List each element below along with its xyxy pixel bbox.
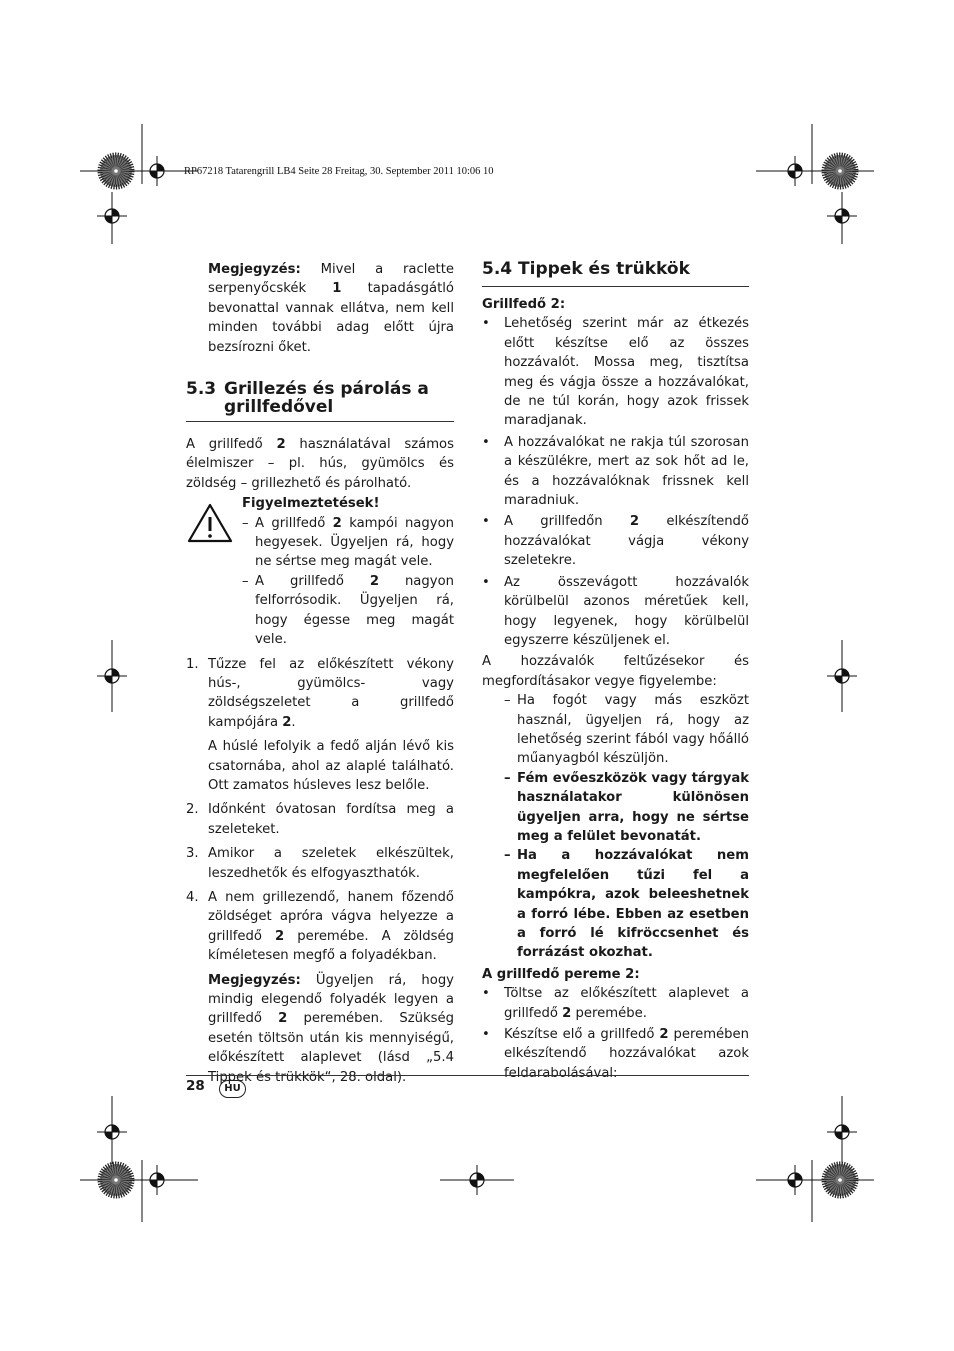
dash-item-bold: – Fém evőeszközök vagy tárgyak használatakor különösen ügyeljen arra, hogy ne sértse meg a felület bevonatát. xyxy=(504,770,749,844)
bullet-item: • Lehetőség szerint már az étkezés előtt készítse elő az összes hozzávalót. Mossa meg, tisztítsa meg és vágja össze a hozzávalókat, de ne túl korán, hogy azok frissek maradjanak. xyxy=(482,316,749,429)
bullet-item: • A grillfedőn 2 elkészítendő hozzávalókat vágja vékony szeletekre. xyxy=(482,514,749,569)
left-column xyxy=(186,260,454,1087)
dash-item-bold: – Ha a hozzávalókat nem megfelelően tűzi fel a kampókra, azok beleeshetnek a forró lébe. Ebben az esetben a forró lé kifröccsenhet és forrázást okozhat. xyxy=(504,848,749,961)
note-raclette: Megjegyzés: Mivel a raclette serpenyőcskék 1 tapadásgátló bevonattal vannak ellátva, nem kell minden további adag előtt újra bezsírozni őket. xyxy=(208,262,454,355)
step-item: 3. Amikor a szeletek elkészültek, leszedhetők és elfogyaszthatók. xyxy=(186,846,454,881)
intro-paragraph: A grillfedő 2 használatával számos élelmiszer – pl. hús, gyümölcs és zöldség – grillezhető és párolható. xyxy=(186,437,454,491)
warning-item: – A grillfedő 2 kampói nagyon hegyesek. Ügyeljen rá, hogy ne sértse meg magát vele. xyxy=(242,515,454,570)
paragraph-attention: A hozzávalók feltűzésekor és megfordításakor vegye figyelembe: xyxy=(482,654,749,689)
footer-rule xyxy=(186,1075,749,1076)
bullet-item: • Készítse elő a grillfedő 2 peremében elkészítendő hozzávalókat azok feldarabolásával: xyxy=(482,1027,749,1081)
page-number: 28 xyxy=(186,1078,205,1094)
warning-block xyxy=(186,494,454,649)
section-rule xyxy=(186,421,454,422)
dash-list xyxy=(482,691,749,963)
right-column xyxy=(482,260,749,1083)
section-heading-5-4: 5.4 Tippek és trükkök xyxy=(482,259,690,279)
language-badge: HU xyxy=(219,1080,246,1098)
bullet-item: • Az összevágott hozzávalók körülbelül azonos méretűek kell, hogy legyenek, hogy körülbelül egyszerre készüljenek el. xyxy=(482,574,749,648)
warning-item: – A grillfedő 2 nagyon felforrósodik. Ügyeljen rá, hogy égesse meg magát vele. xyxy=(242,573,454,648)
note-label: Megjegyzés: xyxy=(208,262,301,277)
step-item: 1. Tűzze fel az előkészített vékony hús-, gyümölcs- vagy zöldségszeletet a grillfedő kampójára 2. A húslé lefolyik a fedő alján lévő kis csatornába, ahol az alaplé található. Ott zamatos húsleves lesz belőle. xyxy=(186,656,454,793)
print-slug: RP67218 Tatarengrill LB4 Seite 28 Freitag, 30. September 2011 10:06 10 xyxy=(184,166,494,177)
subheading-pereme: A grillfedő pereme 2: xyxy=(482,966,640,982)
section-rule xyxy=(482,286,749,287)
subheading-grillfedo: Grillfedő 2: xyxy=(482,297,566,312)
section-heading-5-3: 5.3 Grillezés és párolás a grillfedővel xyxy=(186,379,429,418)
warning-title: Figyelmeztetések! xyxy=(242,496,380,512)
step-item: 4. A nem grillezendő, hanem főzendő zöldséget apróra vágva helyezze a grillfedő 2 peremébe. A zöldség kíméletesen megfő a folyadékban. Megjegyzés: Ügyeljen rá, hogy mindig elegendő folyadék legyen a grillfedő 2 peremében. Szükség esetén töltsön után kis mennyiségű, előkészített alaplevet (lásd „5.4 Tippek és trükkök“, 28. oldal). xyxy=(186,888,454,1087)
note-liquid: Megjegyzés: Ügyeljen rá, hogy mindig elegendő folyadék legyen a grillfedő 2 peremében. Szükség esetén töltsön után kis mennyiségű, előkészített alaplevet (lásd „5.4 Tippek és trükkök“, 28. oldal). xyxy=(208,972,454,1085)
dash-item: – Ha fogót vagy más eszközt használ, ügyeljen rá, hogy az lehetőség szerint fából vagy hőálló műanyagból készüljön. xyxy=(504,693,749,767)
step-item: 2. Időnként óvatosan fordítsa meg a szeleteket. xyxy=(186,802,454,837)
bullet-item: • Töltse az előkészített alaplevet a grillfedő 2 peremébe. xyxy=(482,986,749,1021)
bullet-item: • A hozzávalókat ne rakja túl szorosan a készülékre, mert az sok hőt ad le, és a hozzávalóknak frissnek kell maradniuk. xyxy=(482,434,749,509)
warning-triangle-icon xyxy=(186,502,234,544)
